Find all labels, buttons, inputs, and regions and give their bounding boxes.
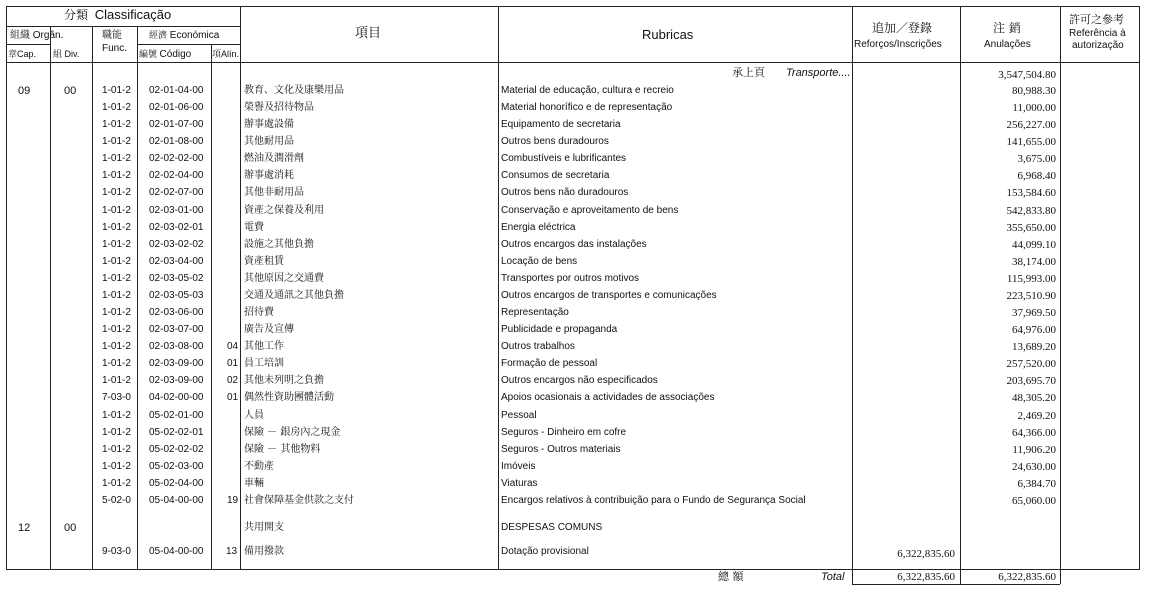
div-header (53, 48, 79, 61)
codigo-header (139, 48, 191, 61)
cell-anulacoes: 64,976.00 (1012, 324, 1056, 337)
cell-func: 1-01-2 (102, 375, 131, 387)
cell-rubrica: Material honorífico e de representação (501, 102, 673, 114)
cell-func: 1-01-2 (102, 341, 131, 353)
cell-item: 其他工作 (244, 341, 284, 353)
total-label-cn: 總 額 (718, 570, 744, 583)
economica-cn: 經濟 (149, 31, 168, 41)
cell-anulacoes: 257,520.00 (1006, 358, 1056, 371)
cell-rubrica: Locação de bens (501, 255, 578, 267)
cell-rubrica: Representação (501, 307, 569, 319)
cell-func: 1-01-2 (102, 358, 131, 370)
table-row (6, 459, 1140, 476)
table-row (6, 373, 1140, 390)
cell-rubrica: Conservação e aproveitamento de bens (501, 204, 679, 216)
alin-cn: 項 (212, 50, 222, 60)
table-row (6, 339, 1140, 356)
provisional-item: 備用撥款 (244, 546, 284, 557)
cell-item: 其他非耐用品 (244, 187, 304, 199)
cell-anulacoes: 64,366.00 (1012, 426, 1056, 439)
cell-item: 其他耐用品 (244, 136, 294, 148)
total-label-pt: Total (821, 571, 845, 583)
table-row (6, 185, 1140, 202)
cell-code: 02-03-02-02 (149, 238, 204, 250)
cell-code: 05-02-01-00 (149, 409, 204, 421)
cell-item: 保險 － 其他物料 (244, 443, 321, 455)
cell-rubrica: Imóveis (501, 460, 536, 472)
cell-item: 不動產 (244, 460, 274, 472)
cell-item: 社會保障基金供款之支付 (244, 494, 354, 506)
cell-code: 02-03-08-00 (149, 341, 204, 353)
cell-anulacoes: 38,174.00 (1012, 255, 1056, 268)
cell-anulacoes: 2,469.20 (1017, 409, 1056, 422)
table-row (6, 476, 1140, 493)
codigo-cn: 編號 (139, 50, 158, 60)
cell-code: 02-01-06-00 (149, 102, 204, 114)
cell-anulacoes: 3,675.00 (1017, 153, 1056, 166)
row-line (6, 44, 50, 45)
reforcos-pt: Reforços/Inscrições (854, 39, 942, 50)
table-row (6, 356, 1140, 373)
budget-table (6, 6, 1140, 584)
cell-code: 02-03-09-00 (149, 375, 204, 387)
cell-code: 05-02-04-00 (149, 477, 204, 489)
cell-anulacoes: 223,510.90 (1006, 289, 1056, 302)
cell-anulacoes: 80,988.30 (1012, 85, 1056, 97)
cell-code: 02-03-04-00 (149, 255, 204, 267)
section12-div: 00 (64, 522, 77, 534)
cell-cap: 09 (18, 85, 31, 97)
table-row (6, 117, 1140, 134)
cell-alin: 01 (227, 358, 239, 370)
cell-func: 1-01-2 (102, 477, 131, 489)
table-row (6, 151, 1140, 168)
cell-func: 1-01-2 (102, 409, 131, 421)
cell-func: 1-01-2 (102, 119, 131, 131)
ref-pt2: autorização (1072, 40, 1124, 51)
cell-func: 5-02-0 (102, 494, 131, 506)
anulacoes-pt: Anulações (984, 39, 1031, 50)
cell-item: 辦事處消耗 (244, 170, 294, 182)
cell-rubrica: Material de educação, cultura e recreio (501, 85, 674, 96)
transporte-cn: 承上頁 (732, 66, 765, 79)
row-line (6, 569, 1140, 570)
cell-func: 1-01-2 (102, 153, 131, 165)
classificacao-header (64, 9, 171, 21)
cell-rubrica: Outros encargos não especificados (501, 375, 658, 387)
cap-cn: 章 (8, 50, 18, 60)
codigo-pt: Código (159, 49, 192, 60)
cell-code: 02-03-05-02 (149, 272, 204, 284)
cell-alin: 02 (227, 375, 239, 387)
cell-item: 人員 (244, 409, 264, 421)
table-row (6, 408, 1140, 425)
cell-code: 02-02-07-00 (149, 187, 204, 199)
cell-item: 廣告及宣傳 (244, 324, 294, 336)
cell-rubrica: Seguros - Dinheiro em cofre (501, 426, 627, 438)
cell-item: 其他未列明之負擔 (244, 375, 324, 387)
cell-rubrica: Outros encargos das instalações (501, 238, 647, 250)
ref-cn: 許可之參考 (1069, 13, 1124, 26)
row-line (137, 44, 240, 45)
cell-code: 02-03-05-03 (149, 289, 204, 301)
cell-rubrica: Outros bens não duradouros (501, 187, 629, 199)
table-row (6, 220, 1140, 237)
row-line (6, 62, 1140, 63)
cell-code: 05-02-03-00 (149, 460, 204, 472)
cell-code: 05-04-00-00 (149, 494, 204, 506)
cell-func: 1-01-2 (102, 136, 131, 148)
cell-func: 1-01-2 (102, 187, 131, 199)
div-cn: 組 (53, 50, 63, 60)
cell-item: 交通及通訊之其他負擔 (244, 289, 344, 301)
table-row (6, 390, 1140, 407)
cell-rubrica: Formação de pessoal (501, 358, 598, 370)
section12-rubrica: DESPESAS COMUNS (501, 522, 603, 533)
table-row (6, 168, 1140, 185)
cell-func: 1-01-2 (102, 221, 131, 233)
cap-pt: Cap. (17, 49, 37, 59)
table-row (6, 203, 1140, 220)
row-line (852, 584, 1060, 585)
transporte-pt: Transporte.... (786, 67, 851, 79)
cell-func: 1-01-2 (102, 443, 131, 455)
cell-anulacoes: 141,655.00 (1006, 136, 1056, 149)
cell-anulacoes: 11,000.00 (1012, 102, 1056, 115)
provisional-reforcos: 6,322,835.60 (897, 548, 955, 560)
cell-anulacoes: 6,968.40 (1017, 170, 1056, 183)
table-row (6, 271, 1140, 288)
cell-func: 1-01-2 (102, 238, 131, 250)
cell-anulacoes: 65,060.00 (1012, 494, 1056, 507)
cap-header (8, 48, 36, 61)
row-line (6, 26, 240, 27)
economica-pt: Económica (169, 30, 220, 41)
table-row (6, 254, 1140, 271)
cell-item: 資產之保養及利用 (244, 204, 324, 216)
classificacao-pt: Classificação (94, 7, 172, 22)
total-reforcos: 6,322,835.60 (897, 571, 955, 583)
cell-item: 車輛 (244, 477, 264, 489)
anulacoes-cn: 注 銷 (993, 21, 1021, 35)
cell-func: 1-01-2 (102, 272, 131, 284)
cell-item: 保險 － 銀房內之現金 (244, 426, 341, 438)
cell-code: 02-03-02-01 (149, 221, 204, 233)
cell-anulacoes: 542,833.80 (1006, 204, 1056, 217)
cell-code: 02-01-07-00 (149, 119, 204, 131)
alin-header (212, 48, 239, 61)
table-row (6, 425, 1140, 442)
cell-func: 1-01-2 (102, 426, 131, 438)
cell-func: 1-01-2 (102, 102, 131, 114)
cell-rubrica: Energia eléctrica (501, 221, 576, 233)
cell-item: 燃油及潤滑劑 (244, 153, 304, 165)
reforcos-cn: 追加／登錄 (872, 21, 933, 35)
cell-item: 偶然性資助團體活動 (244, 392, 334, 404)
cell-item: 辦事處設備 (244, 119, 294, 131)
cell-item: 設施之其他負擔 (244, 238, 314, 250)
cell-rubrica: Combustíveis e lubrificantes (501, 153, 627, 165)
table-row (6, 134, 1140, 151)
cell-anulacoes: 44,099.10 (1012, 238, 1056, 251)
organica-cn: 組織 (10, 30, 30, 41)
cell-anulacoes: 153,584.60 (1006, 187, 1056, 200)
cell-code: 05-02-02-02 (149, 443, 204, 455)
cell-rubrica: Outros encargos de transportes e comunicações (501, 289, 717, 301)
cell-anulacoes: 203,695.70 (1006, 375, 1056, 388)
cell-rubrica: Equipamento de secretaria (501, 119, 621, 131)
cell-rubrica: Outros bens duradouros (501, 136, 609, 148)
cell-code: 02-03-01-00 (149, 204, 204, 216)
economica-header (149, 30, 219, 42)
cell-rubrica: Seguros - Outros materiais (501, 443, 621, 455)
items-header: 項目 (355, 26, 382, 41)
func-cn: 職能 (102, 30, 122, 41)
cell-func: 1-01-2 (102, 289, 131, 301)
provisional-func: 9-03-0 (102, 546, 131, 557)
provisional-rubrica: Dotação provisional (501, 546, 589, 557)
table-row (6, 322, 1140, 339)
section12-cap: 12 (18, 522, 31, 534)
cell-item: 教育、文化及康樂用品 (244, 85, 344, 96)
cell-code: 05-02-02-01 (149, 426, 204, 438)
cell-anulacoes: 13,689.20 (1012, 341, 1056, 354)
cell-func: 1-01-2 (102, 307, 131, 319)
cell-anulacoes: 115,993.00 (1006, 272, 1056, 285)
rubricas-header: Rubricas (642, 27, 694, 42)
cell-rubrica: Transportes por outros motivos (501, 272, 640, 284)
cell-item: 員工培訓 (244, 358, 284, 370)
table-row (6, 305, 1140, 322)
classificacao-cn: 分類 (64, 8, 89, 22)
cell-alin: 01 (227, 392, 239, 404)
section12-item: 共用開支 (244, 522, 284, 533)
cell-anulacoes: 48,305.20 (1012, 392, 1056, 405)
cell-rubrica: Consumos de secretaria (501, 170, 610, 182)
cell-item: 電費 (244, 221, 264, 233)
cell-code: 04-02-00-00 (149, 392, 204, 404)
cell-code: 02-02-02-00 (149, 153, 204, 165)
cell-anulacoes: 355,650.00 (1006, 221, 1056, 234)
cell-item: 其他原因之交通費 (244, 272, 324, 284)
provisional-code: 05-04-00-00 (149, 546, 204, 557)
cell-anulacoes: 11,906.20 (1012, 443, 1056, 456)
cell-rubrica: Outros trabalhos (501, 341, 575, 353)
transporte-anulacoes: 3,547,504.80 (998, 69, 1056, 81)
cell-func: 1-01-2 (102, 460, 131, 472)
cell-code: 02-03-06-00 (149, 307, 204, 319)
cell-item: 招待費 (244, 307, 274, 319)
table-row (6, 237, 1140, 254)
cell-code: 02-01-08-00 (149, 136, 204, 148)
cell-item: 資產租賃 (244, 255, 284, 267)
organica-pt: Orgân. (32, 30, 64, 41)
div-pt: Div. (64, 49, 80, 59)
cell-rubrica: Encargos relativos à contribuição para o Fundo de Segurança Social (501, 494, 806, 506)
row-line (6, 6, 1140, 7)
cell-func: 1-01-2 (102, 324, 131, 336)
cell-code: 02-03-07-00 (149, 324, 204, 336)
organica-header (10, 30, 63, 42)
total-anulacoes: 6,322,835.60 (998, 571, 1056, 583)
cell-func: 1-01-2 (102, 204, 131, 216)
table-row (6, 493, 1140, 510)
cell-func: 1-01-2 (102, 255, 131, 267)
provisional-alin: 13 (226, 546, 238, 557)
cell-rubrica: Viaturas (501, 477, 538, 489)
cell-func: 7-03-0 (102, 392, 131, 404)
cell-func: 1-01-2 (102, 170, 131, 182)
cell-rubrica: Apoios ocasionais a actividades de associações (501, 392, 715, 404)
table-row (6, 288, 1140, 305)
table-row (6, 442, 1140, 459)
cell-rubrica: Publicidade e propaganda (501, 324, 618, 336)
cell-anulacoes: 37,969.50 (1012, 307, 1056, 320)
table-row (6, 83, 1140, 100)
cell-rubrica: Pessoal (501, 409, 537, 421)
cell-code: 02-03-09-00 (149, 358, 204, 370)
alin-pt: Alín. (221, 49, 240, 59)
cell-alin: 04 (227, 341, 239, 353)
cell-anulacoes: 24,630.00 (1012, 460, 1056, 473)
cell-alin: 19 (227, 494, 239, 506)
table-row (6, 100, 1140, 117)
cell-item: 榮譽及招待物品 (244, 102, 314, 114)
cell-code: 02-02-04-00 (149, 170, 204, 182)
ref-pt1: Referência à (1069, 28, 1126, 39)
cell-anulacoes: 6,384.70 (1017, 477, 1056, 490)
cell-div: 00 (64, 85, 77, 97)
cell-code: 02-01-04-00 (149, 85, 204, 96)
cell-anulacoes: 256,227.00 (1006, 119, 1056, 132)
cell-func: 1-01-2 (102, 85, 131, 96)
func-pt: Func. (102, 43, 128, 54)
